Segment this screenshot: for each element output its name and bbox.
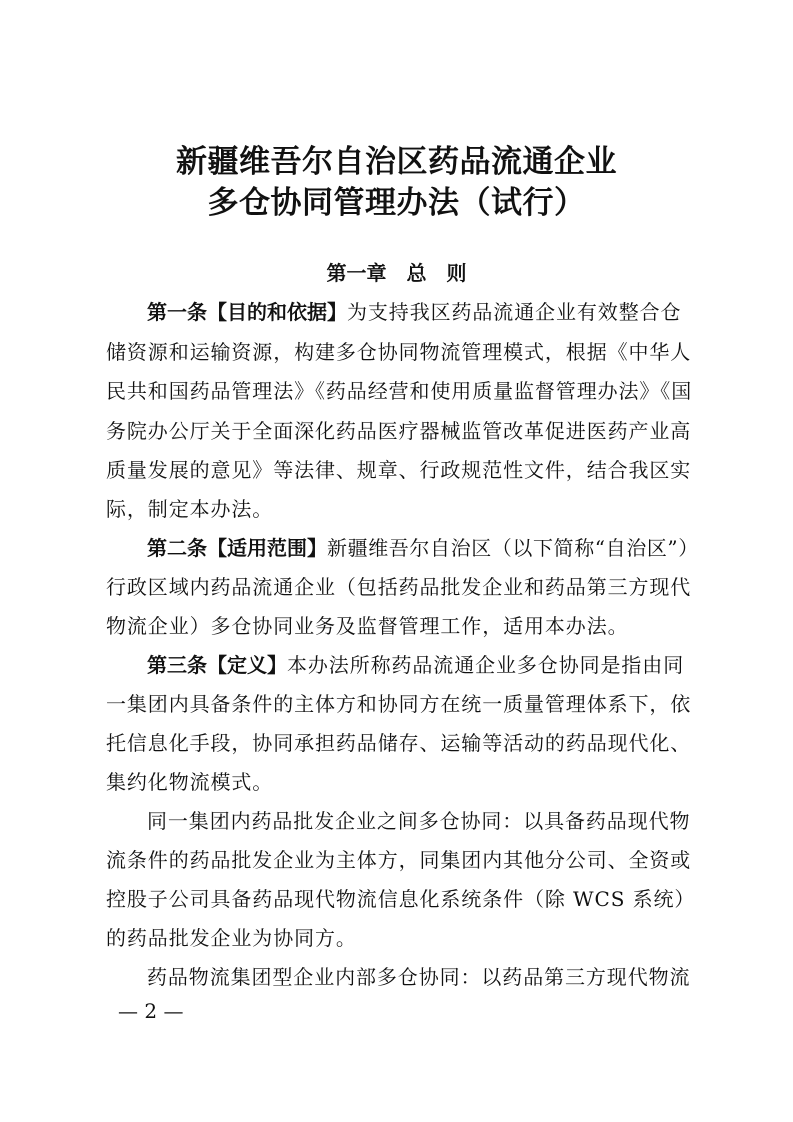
- article-1-text-line: 为支持我区药品流通企业有效整合仓: [347, 300, 682, 324]
- article-1-text-line: 民共和国药品管理法》《药品经营和使用质量监督管理办法》《国: [106, 379, 693, 403]
- article-2-label: 第二条【适用范围】: [147, 536, 327, 560]
- article-1-text-line: 务院办公厅关于全面深化药品医疗器械监管改革促进医药产业高: [106, 419, 692, 443]
- title-line-1: 新疆维吾尔自治区药品流通企业: [176, 144, 617, 180]
- article-3-text-line: 本办法所称药品流通企业多仓协同是指由同: [287, 653, 685, 677]
- paragraph-text-line: 的药品批发企业为协同方。: [106, 926, 357, 950]
- article-2-text-line: 物流企业）多仓协同业务及监督管理工作，适用本办法。: [106, 614, 629, 638]
- article-3-text-line: 一集团内具备条件的主体方和协同方在统一质量管理体系下，依: [106, 692, 692, 716]
- article-3-text-line: 托信息化手段，协同承担药品储存、运输等活动的药品现代化、: [106, 731, 692, 755]
- article-2-text-line: 新疆维吾尔自治区（以下简称“自治区”）: [327, 536, 699, 560]
- chapter-heading: 第一章 总 则: [326, 261, 467, 285]
- title-line-2: 多仓协同管理办法（试行）: [207, 185, 586, 221]
- article-2-text-line: 行政区域内药品流通企业（包括药品批发企业和药品第三方现代: [106, 575, 692, 599]
- article-3-label: 第三条【定义】: [147, 653, 287, 677]
- page-number: — 2 —: [118, 999, 184, 1023]
- article-1-text-line: 质量发展的意见》等法律、规章、行政规范性文件，结合我区实: [106, 458, 692, 482]
- paragraph-text-line: 药品物流集团型企业内部多仓协同：以药品第三方现代物流: [147, 965, 691, 989]
- article-3-text-line: 集约化物流模式。: [106, 770, 274, 794]
- article-1-text-line: 储资源和运输资源，构建多仓协同物流管理模式，根据《中华人: [106, 340, 692, 364]
- paragraph-text-line: 控股子公司具备药品现代物流信息化系统条件（除 WCS 系统）: [106, 887, 696, 911]
- article-1-label: 第一条【目的和依据】: [147, 300, 347, 324]
- paragraph-text-line: 同一集团内药品批发企业之间多仓协同：以具备药品现代物: [147, 809, 691, 833]
- paragraph-text-line: 流条件的药品批发企业为主体方，同集团内其他分公司、全资或: [106, 848, 692, 872]
- article-1-text-line: 际，制定本办法。: [106, 497, 274, 521]
